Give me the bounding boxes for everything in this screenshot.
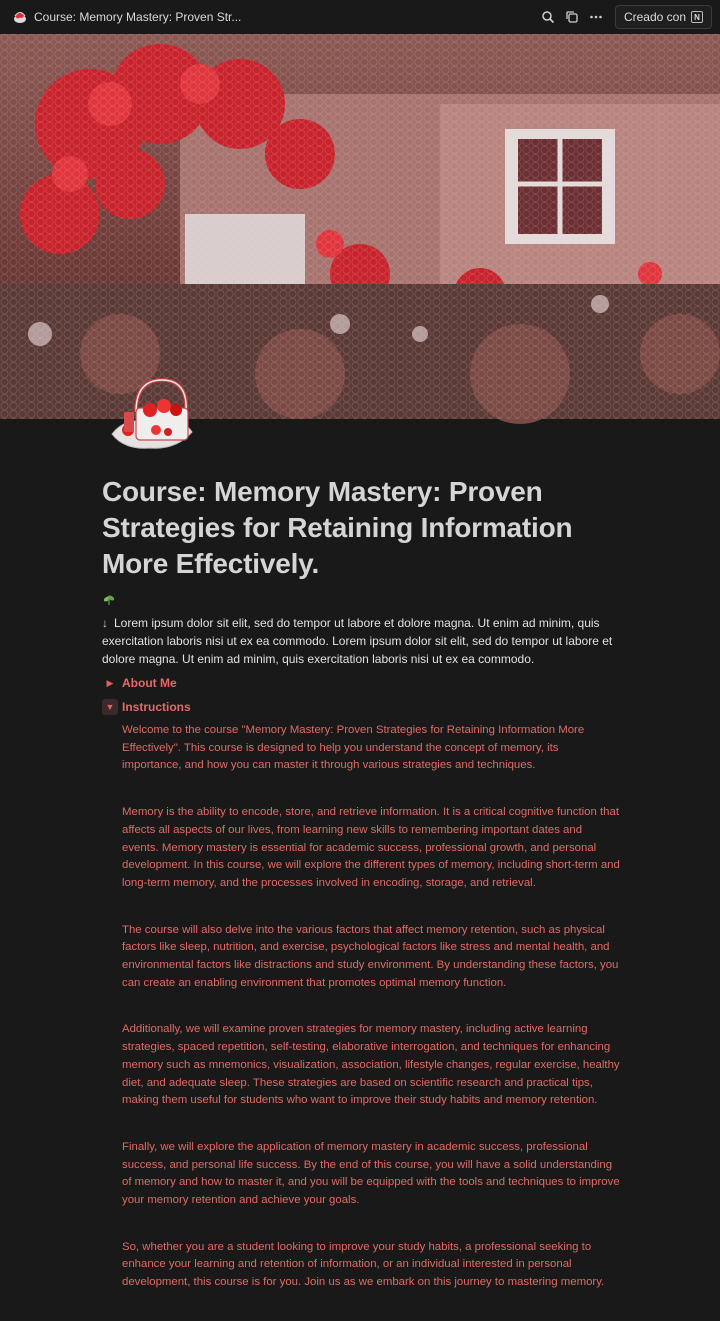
duplicate-icon: [565, 10, 579, 24]
toggle-label: Instructions: [122, 700, 191, 714]
cover-image: [0, 34, 720, 419]
search-button[interactable]: [537, 6, 559, 28]
paragraph: So, whether you are a student looking to improve your study habits, a professional seeking to enhance your learning and retention of information, or an individual interested in personal development, this course is for you. Join us as we embark on this journey to mastering memory.: [122, 1240, 605, 1289]
strawberry-basket-icon: [12, 9, 28, 25]
down-arrow-icon: ↓: [102, 616, 108, 630]
sprout-icon: [102, 592, 622, 608]
paragraph: Memory is the ability to encode, store, and retrieve information. It is a critical cognitive function that affects all aspects of our lives, from learning new skills to remembering important dates and events. Memory mastery is essential for academic success, professional growth, and personal development. In this course, we will explore the different types of memory, including short-term and long-term memory, and the processes involved in encoding, storage, and retrieval.: [122, 806, 620, 889]
strawberry-basket-icon[interactable]: [106, 372, 198, 454]
duplicate-button[interactable]: [561, 6, 583, 28]
created-with-button[interactable]: [615, 5, 712, 29]
paragraph: Finally, we will explore the application of memory mastery in academic success, professional success, and personal life success. By the end of this course, you will have a solid understanding of memory and how to master it, and you will be equipped with the tools and techniques to improve your memory retention and achieve your goals.: [122, 1140, 620, 1207]
more-button[interactable]: [585, 6, 607, 28]
window-title: Course: Memory Mastery: Proven Str...: [34, 10, 242, 24]
intro-text: ↓ Lorem ipsum dolor sit elit, sed do tempor ut labore et dolore magna. Ut enim ad minim, quis exercitation laboris nisi ut ex ea commodo. Lorem ipsum dolor sit elit, sed do tempor ut labore et dolore magna. Ut enim ad minim, quis exercitation laboris nisi ut ex ea commodo.: [102, 616, 613, 666]
notion-logo-icon: N: [691, 11, 703, 23]
search-icon: [541, 10, 555, 24]
more-icon: [589, 10, 603, 24]
toggle-label: About Me: [122, 676, 177, 690]
paragraph: Welcome to the course "Memory Mastery: Proven Strategies for Retaining Information More Effectively". This course is designed to help you understand the concept of memory, its importance, and how you can master it through various strategies and techniques.: [122, 724, 585, 772]
caret-right-icon[interactable]: ▶: [106, 677, 114, 688]
page-content: [102, 474, 622, 1321]
paragraph: The course will also delve into the various factors that affect memory retention, such as physical factors like sleep, nutrition, and exercise, psychological factors like stress and mental health, and environmental factors like distractions and study environment. By understanding these factors, you can create an enabling environment that promotes optimal memory function.: [122, 923, 619, 989]
top-bar: [0, 0, 720, 34]
caret-down-icon[interactable]: ▼: [102, 699, 118, 715]
paragraph: Additionally, we will examine proven strategies for memory mastery, including active learning strategies, spaced repetition, self-testing, elaborative interrogation, and techniques for enhancing memory such as mnemonics, visualization, association, lifestyle changes, regular exercise, healthy diet, and adequate sleep. These strategies are based on scientific research and practical tips, making them useful for students who want to improve their study habits and memory retention.: [122, 1023, 620, 1107]
page-title: Course: Memory Mastery: Proven Strategies for Retaining Information More Effectively.: [102, 476, 573, 579]
toggle-instructions[interactable]: [102, 698, 622, 716]
toggle-about-me[interactable]: [102, 674, 622, 692]
created-with-label: Creado con: [623, 10, 686, 24]
instructions-body: [122, 722, 620, 1292]
